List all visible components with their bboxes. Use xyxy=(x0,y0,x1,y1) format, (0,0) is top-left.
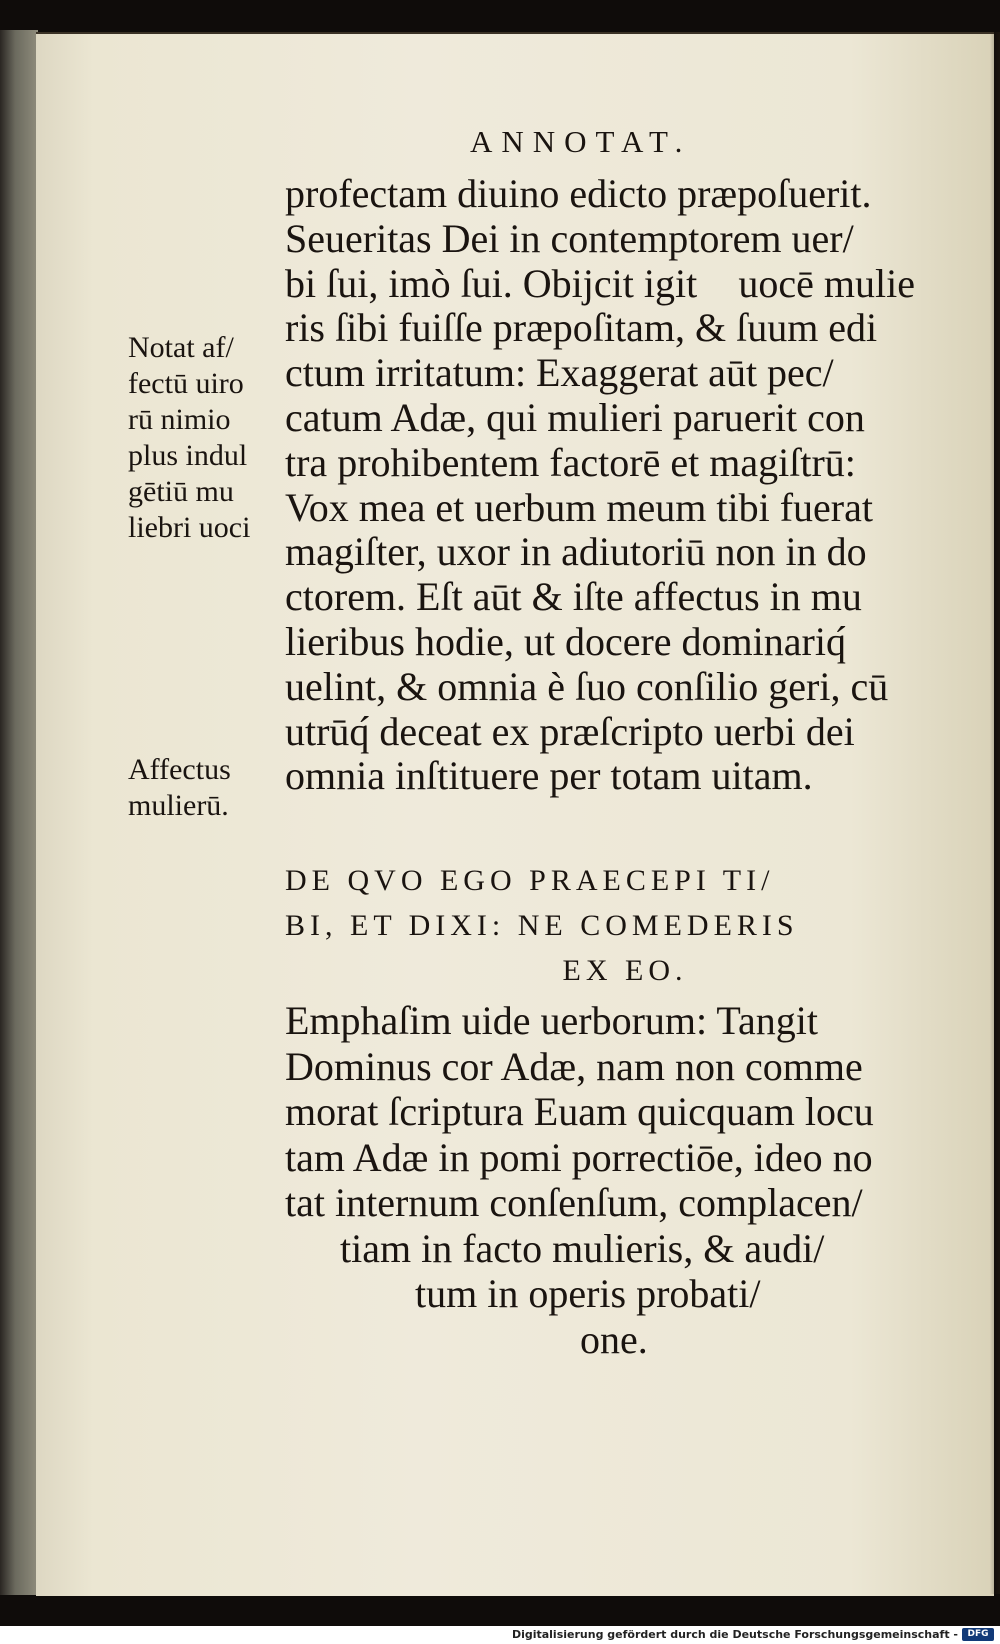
text-line: bi ſui, imò ſui. Obijcit igitᷣ uocē mulie xyxy=(285,260,915,306)
lemma-line: DE QVO EGO PRAECEPI TI/ xyxy=(285,864,775,897)
margin-note-line: Notat af/ xyxy=(128,331,234,364)
margin-note-line: fectū uiro xyxy=(128,367,244,400)
lemma-heading xyxy=(285,858,945,993)
margin-note-line: plus indul xyxy=(128,439,248,472)
margin-note-line: liebri uoci xyxy=(128,511,251,544)
margin-note-notat-affectum xyxy=(128,330,288,546)
margin-note-affectus-mulierum xyxy=(128,752,288,824)
text-line: one. xyxy=(580,1316,648,1362)
text-line: Vox mea et uerbum meum tibi fuerat xyxy=(285,484,873,530)
page-gutter-shadow xyxy=(990,32,1000,1594)
margin-note-line: gētiū mu xyxy=(128,475,234,508)
text-line: omnia inſtituere per totam uitam. xyxy=(285,753,813,799)
text-line: profectam diuino edicto præpoſuerit. xyxy=(285,171,872,216)
scan-bottom-border xyxy=(0,1596,1000,1626)
text-line: Dominus cor Adæ, nam non comme xyxy=(285,1043,863,1089)
text-line: uelint, & omnia è ſuo conſilio geri, cū xyxy=(285,663,889,709)
text-line: ctorem. Eſt aūt & iſte affectus in mu xyxy=(285,574,862,620)
text-line: lieribus hodie, ut docere dominariq́ xyxy=(285,618,846,664)
text-line: tum in operis probati/ xyxy=(415,1271,761,1316)
text-line: magiſter, uxor in adiutoriū non in do xyxy=(285,529,867,575)
text-line: catum Adæ, qui mulieri paruerit con xyxy=(285,394,865,440)
text-line: morat ſcriptura Euam quicquam locu xyxy=(285,1089,874,1134)
lemma-line: BI, ET DIXI: NE COMEDERIS xyxy=(285,909,799,942)
text-line: utrūq́ deceat ex præſcripto uerbi dei xyxy=(285,708,855,754)
running-head: ANNOTAT. xyxy=(470,124,692,159)
text-line: tra prohibentem factorē et magiſtrū: xyxy=(285,439,856,485)
commentary-block xyxy=(285,998,945,1362)
book-binding-edge xyxy=(0,30,38,1595)
text-line: tam Adæ in pomi porrectiōe, ideo no xyxy=(285,1134,873,1180)
text-line: tiam in facto mulieris, & audi/ xyxy=(340,1225,825,1271)
text-line: tat internum conſenſum, complacen/ xyxy=(285,1180,863,1225)
dfg-logo-icon: DFG xyxy=(962,1628,994,1641)
lemma-line: EX EO. xyxy=(562,954,688,987)
text-line: Emphaſim uide uerborum: Tangit xyxy=(285,998,819,1043)
text-line: ctum irritatum: Exaggerat aūt pec/ xyxy=(285,350,834,396)
margin-note-line: rū nimio xyxy=(128,403,231,436)
margin-note-line: mulierū. xyxy=(128,789,229,822)
footer-credit-text: Digitalisierung gefördert durch die Deutsche Forschungsgemeinschaft - xyxy=(511,1628,958,1641)
text-line: Seueritas Dei in contemptorem uer/ xyxy=(285,215,854,261)
margin-note-line: Affectus xyxy=(128,753,231,786)
main-text-block xyxy=(285,172,945,799)
text-line: ris ſibi fuiſſe præpoſitam, & ſuum edi xyxy=(285,305,878,351)
